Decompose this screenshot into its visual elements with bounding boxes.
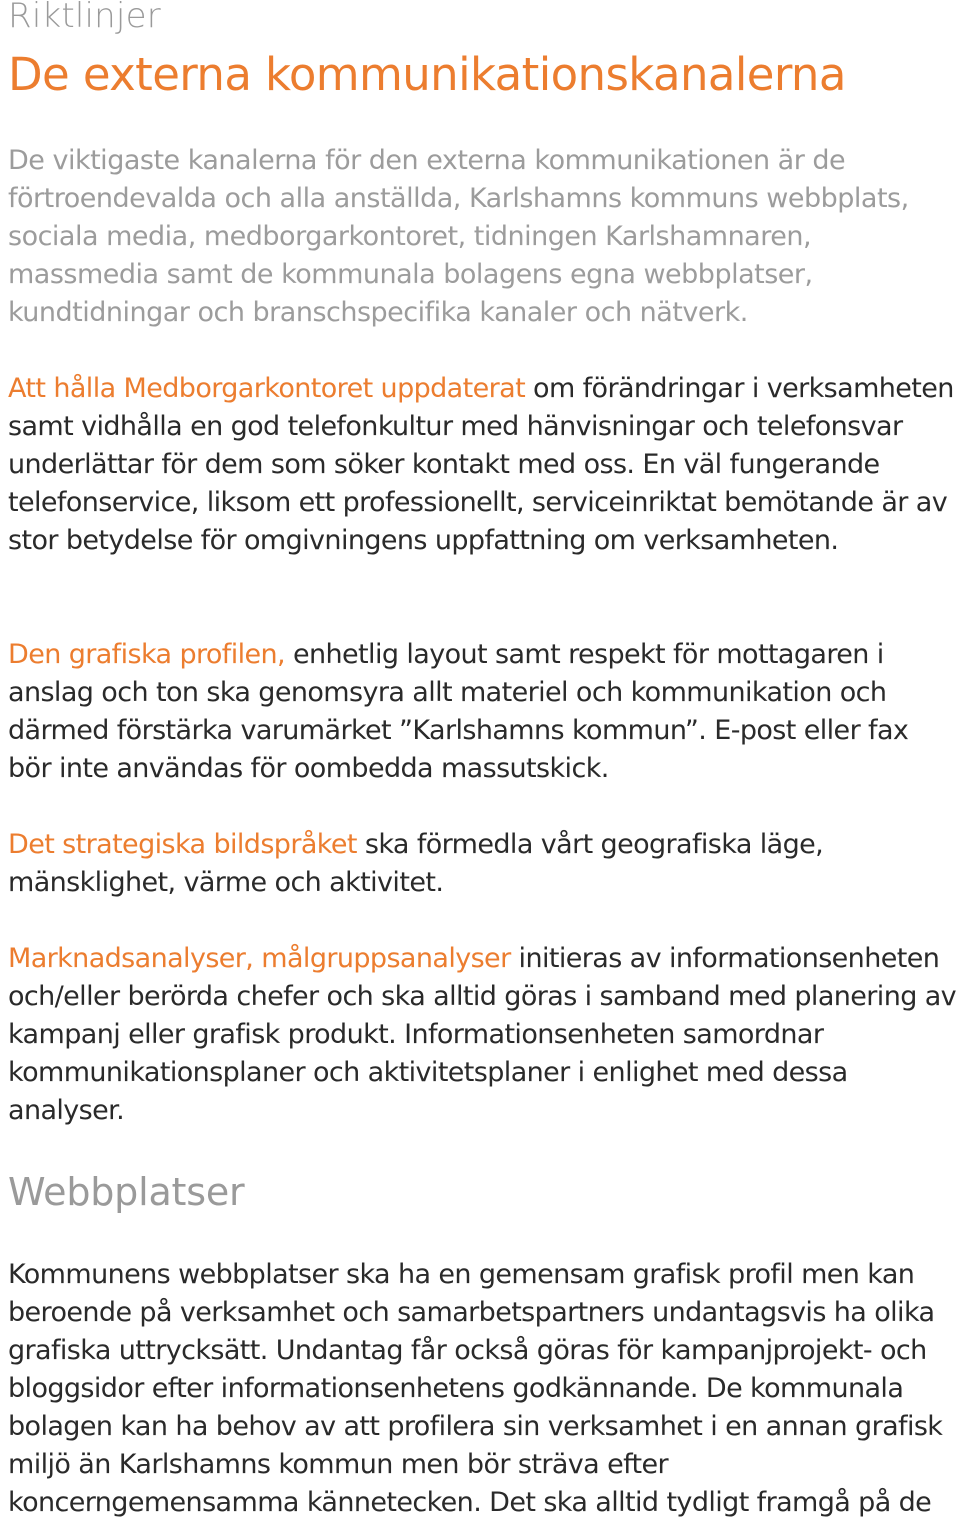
intro-paragraph: De viktigaste kanalerna för den externa kommunikationen är de förtroendevalda och alla anställda, Karlshamns kommuns webbplats, sociala media, medborgarkontoret, tidningen Karlshamnaren, massmedia samt de kommunala bolagens egna webbplatser, kundtidningar och branschspecifika kanaler och nätverk.	[8, 145, 909, 328]
section-kicker: Riktlinjer	[8, 0, 161, 36]
paragraph-highlight: Att hålla Medborgarkontoret uppdaterat	[8, 373, 526, 404]
paragraph-bildspraket	[8, 826, 958, 902]
paragraph-webbplatser: Kommunens webbplatser ska ha en gemensam grafisk profil men kan beroende på verksamhet och samarbetspartners undantagsvis ha olika grafiska uttrycksätt. Undantag får också göras för kampanjprojekt- och bloggsidor efter informationsenhetens godkännande. De kommunala bolagen kan ha behov av att profilera sin verksamhet i en annan grafisk miljö än Karlshamns kommun men bör sträva efter koncerngemensamma kännetecken. Det ska alltid tydligt framgå på de	[8, 1259, 943, 1518]
paragraph-grafiska-profilen	[8, 636, 958, 788]
paragraph-text: om förändringar i verksamheten samt vidhålla en god telefonkultur med hänvisningar och telefonsvar underlättar för dem som söker kontakt med oss. En väl fungerande telefonservice, liksom ett professionellt, serviceinriktat bemötande är av stor betydelse för omgivningens uppfattning om verksamheten.	[8, 373, 954, 556]
paragraph-highlight: Marknadsanalyser, målgruppsanalyser	[8, 943, 511, 974]
paragraph-highlight: Det strategiska bildspråket	[8, 829, 357, 860]
page-title: De externa kommunikationskanalerna	[8, 48, 846, 101]
paragraph-medborgarkontoret	[8, 370, 958, 560]
paragraph-text: enhetlig layout samt respekt för mottagaren i anslag och ton ska genomsyra allt materiel och kommunikation och därmed förstärka varumärket ”Karlshamns kommun”. E-post eller fax bör inte användas för oombedda massutskick.	[8, 639, 909, 784]
section-heading-webbplatser: Webbplatser	[8, 1170, 245, 1214]
paragraph-text: ska förmedla vårt geografiska läge, mänsklighet, värme och aktivitet.	[8, 829, 824, 898]
paragraph-marknadsanalyser	[8, 940, 958, 1130]
paragraph-highlight: Den grafiska profilen,	[8, 639, 286, 670]
paragraph-text: initieras av informationsenheten och/eller berörda chefer och ska alltid göras i samband med planering av kampanj eller grafisk produkt. Informationsenheten samordnar kommunikationsplaner och aktivitetsplaner i enlighet med dessa analyser.	[8, 943, 957, 1126]
